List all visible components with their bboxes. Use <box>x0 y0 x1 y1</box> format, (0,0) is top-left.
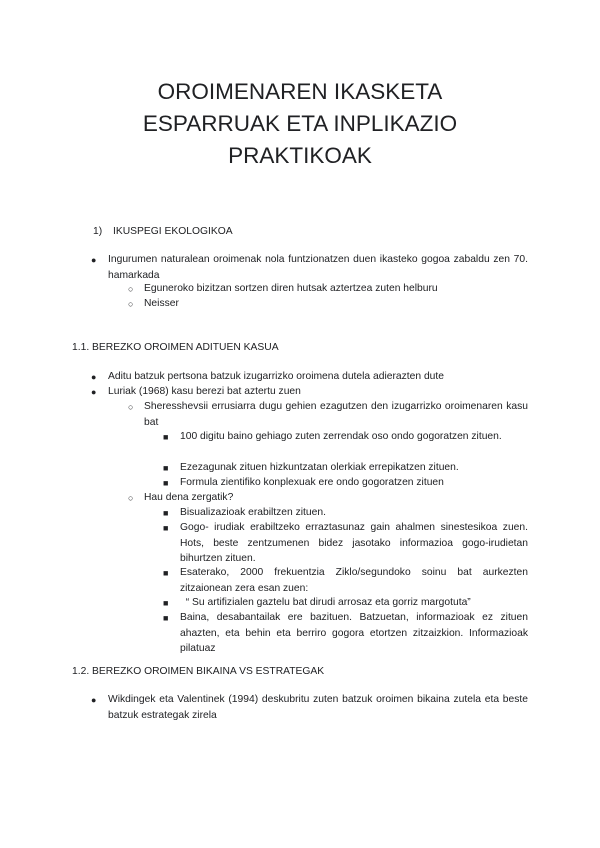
bullet-marker: ■ <box>163 613 169 623</box>
section-heading: 1.1. BEREZKO OROIMEN ADITUEN KASUA <box>72 342 279 353</box>
list-item <box>180 595 528 611</box>
list-item-text: Ezezagunak zituen hizkuntzatan olerkiak errepikatzen zituen. <box>180 462 459 473</box>
list-item <box>180 475 528 491</box>
list-item-text: Sheresshevsii errusiarra dugu gehien ezagutzen den izugarrizko oroimenaren kasu bat <box>144 401 528 428</box>
list-item-text: Neisser <box>144 298 179 309</box>
list-item-text: Ingurumen naturalean oroimenak nola funtzionatzen duen ikasteko gogoa zabaldu zen 70. hamarkada <box>108 254 528 281</box>
bullet-marker: ○ <box>128 299 134 309</box>
list-item <box>144 399 528 430</box>
title-line: ESPARRUAK ETA INPLIKAZIO <box>142 111 458 136</box>
list-item <box>180 460 528 476</box>
bullet-marker: ■ <box>163 508 169 518</box>
list-item-text: Aditu batzuk pertsona batzuk izugarrizko oroimena dutela adierazten dute <box>108 371 444 382</box>
bullet-marker: ● <box>91 695 97 705</box>
list-item <box>108 252 528 283</box>
title-line: OROIMENAREN IKASKETA <box>157 79 443 104</box>
list-item-text: Eguneroko bizitzan sortzen diren hutsak aztertzea zuten helburu <box>144 283 438 294</box>
list-item <box>180 610 528 657</box>
section-heading: 1.2. BEREZKO OROIMEN BIKAINA VS ESTRATEGAK <box>72 666 325 677</box>
list-item <box>144 296 528 312</box>
list-item-text: Wikdingek eta Valentinek (1994) deskubritu zuten batzuk oroimen bikaina zutela eta beste batzuk estrategak zirela <box>108 694 528 721</box>
bullet-marker: ■ <box>163 598 169 608</box>
bullet-marker: ■ <box>163 568 169 578</box>
bullet-marker: ○ <box>128 402 134 412</box>
list-item <box>144 281 528 297</box>
list-item-text: “ Su artifizialen gaztelu bat dirudi arrosaz eta gorriz margotuta” <box>180 597 471 608</box>
bullet-marker: ● <box>91 387 97 397</box>
list-item <box>180 505 528 521</box>
list-item <box>180 565 528 596</box>
bullet-marker: ○ <box>128 284 134 294</box>
bullet-marker: ● <box>91 255 97 265</box>
list-item-text: Luriak (1968) kasu berezi bat aztertu zuen <box>108 386 301 397</box>
bullet-marker: ■ <box>163 523 169 533</box>
list-item <box>108 692 528 723</box>
bullet-marker: ■ <box>163 478 169 488</box>
bullet-marker: ■ <box>163 432 169 442</box>
bullet-marker: ○ <box>128 493 134 503</box>
list-item-text: Formula zientifiko konplexuak ere ondo gogoratzen zituen <box>180 477 444 488</box>
list-item-text: 100 digitu baino gehiago zuten zerrendak oso ondo gogoratzen zituen. <box>180 431 502 442</box>
document-title <box>40 76 560 172</box>
list-item-text: Gogo- irudiak erabiltzeko erraztasunaz gain ahalmen sinestesikoa zuen. Hots, beste zentzumenen bidez jasotako informazioa gogo-irudietan bihurtzen zituen. <box>180 522 528 564</box>
list-item-text: Bisualizazioak erabiltzen zituen. <box>180 507 326 518</box>
list-item-text: Baina, desabantailak ere bazituen. Batzuetan, informazioak ez zituen ahazten, eta behin eta berriro gogora etortzen zitzaizkion. Informazioak pilatuaz <box>180 612 528 654</box>
list-item <box>180 429 528 445</box>
list-item-text: Hau dena zergatik? <box>144 492 234 503</box>
section-number: 1) <box>93 226 103 237</box>
title-line: PRAKTIKOAK <box>228 143 372 168</box>
bullet-marker: ■ <box>163 463 169 473</box>
list-item-text: Esaterako, 2000 frekuentzia Ziklo/segundoko soinu bat aurkezten zitzaionean zera esan zuen: <box>180 567 528 594</box>
section-heading: IKUSPEGI EKOLOGIKOA <box>113 226 233 237</box>
list-item <box>108 384 528 400</box>
list-item <box>180 520 528 567</box>
bullet-marker: ● <box>91 372 97 382</box>
list-item <box>108 369 528 385</box>
list-item <box>144 490 528 506</box>
